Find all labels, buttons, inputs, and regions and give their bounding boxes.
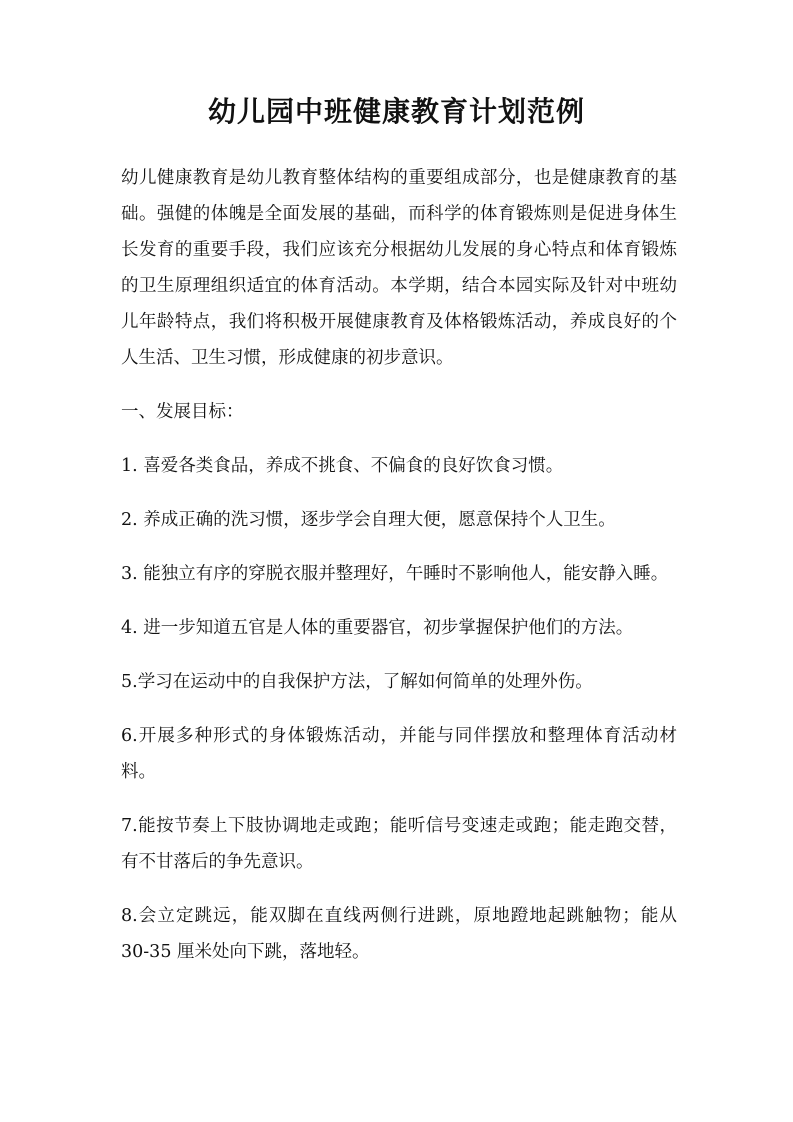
goal-item-6: 6.开展多种形式的身体锻炼活动，并能与同伴摆放和整理体育活动材料。: [121, 726, 677, 782]
goal-item-4: 4. 进一步知道五官是人体的重要器官，初步掌握保护他们的方法。: [121, 618, 634, 638]
goal-item-7: 7.能按节奏上下肢协调地走或跑；能听信号变速走或跑；能走跑交替，有不甘落后的争先意识。: [121, 816, 677, 872]
goal-item-8: 8.会立定跳远，能双脚在直线两侧行进跳，原地蹬地起跳触物；能从 30-35 厘米处向下跳，落地轻。: [121, 906, 677, 962]
goal-item-1: 1. 喜爱各类食品，养成不挑食、不偏食的良好饮食习惯。: [121, 456, 564, 476]
page-title: 幼儿园中班健康教育计划范例: [207, 95, 585, 128]
goal-item-2: 2. 养成正确的洗习惯，逐步学会自理大便，愿意保持个人卫生。: [121, 510, 616, 530]
document-body: [121, 160, 677, 988]
intro-paragraph: 幼儿健康教育是幼儿教育整体结构的重要组成部分，也是健康教育的基础。强健的体魄是全面发展的基础，而科学的体育锻炼则是促进身体生长发育的重要手段，我们应该充分根据幼儿发展的身心特点和体育锻炼的卫生原理组织适宜的体育活动。本学期，结合本园实际及针对中班幼儿年龄特点，我们将积极开展健康教育及体格锻炼活动，养成良好的个人生活、卫生习惯，形成健康的初步意识。: [121, 168, 677, 368]
section-heading: 一、发展目标：: [121, 402, 244, 422]
goal-item-5: 5.学习在运动中的自我保护方法，了解如何简单的处理外伤。: [121, 672, 593, 692]
goal-item-3: 3. 能独立有序的穿脱衣服并整理好，午睡时不影响他人，能安静入睡。: [121, 564, 669, 584]
